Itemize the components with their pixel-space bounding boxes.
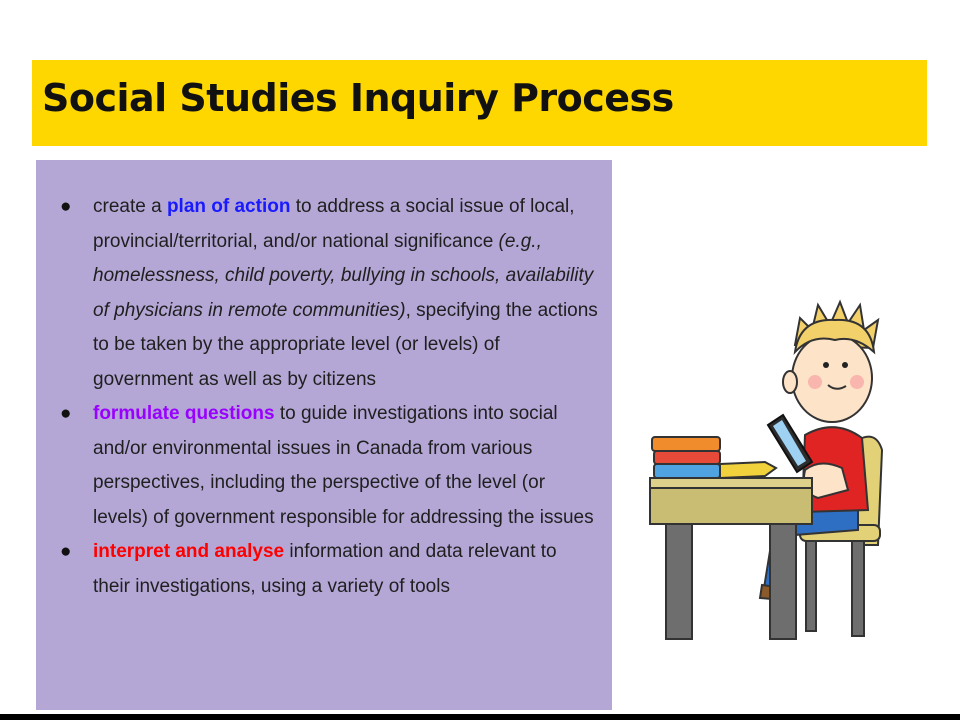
keyword-plan-of-action: plan of action xyxy=(166,196,291,217)
bottom-bar xyxy=(0,714,960,720)
bullet-icon: ● xyxy=(60,541,72,562)
boy-head-icon xyxy=(783,302,878,422)
slide-title: Social Studies Inquiry Process xyxy=(42,76,674,120)
bullet-text: to address a social issue of local, provincial/territorial, and/or national significance xyxy=(93,196,575,252)
content-box xyxy=(36,160,612,710)
bullet-list xyxy=(36,190,612,604)
bullet-icon: ● xyxy=(60,403,72,424)
list-item xyxy=(36,535,612,604)
list-item xyxy=(36,190,612,397)
bullet-post: , specifying the actions to be taken by the appropriate level (or levels) of government as well as by citizens xyxy=(93,299,598,390)
keyword-formulate-questions: formulate questions xyxy=(93,403,275,424)
bullet-text: information and data relevant to their investigations, using a variety of tools xyxy=(93,541,557,597)
bullet-example: (e.g., homelessness, child poverty, bullying in schools, availability of physicians in remote communities) xyxy=(93,230,594,321)
desk-icon xyxy=(650,478,812,639)
bullet-icon: ● xyxy=(60,196,72,217)
title-banner xyxy=(32,60,927,146)
bullet-text: to guide investigations into social and/or environmental issues in Canada from various perspectives, including the perspective of the level (or levels) of government responsible for addressing the issues xyxy=(93,403,594,528)
bullet-pre: create a xyxy=(93,196,167,217)
list-item xyxy=(36,397,612,535)
keyword-interpret-and-analyse: interpret and analyse xyxy=(93,541,285,562)
boy-at-desk-with-tablet-icon xyxy=(645,295,895,650)
books-icon xyxy=(652,437,776,478)
